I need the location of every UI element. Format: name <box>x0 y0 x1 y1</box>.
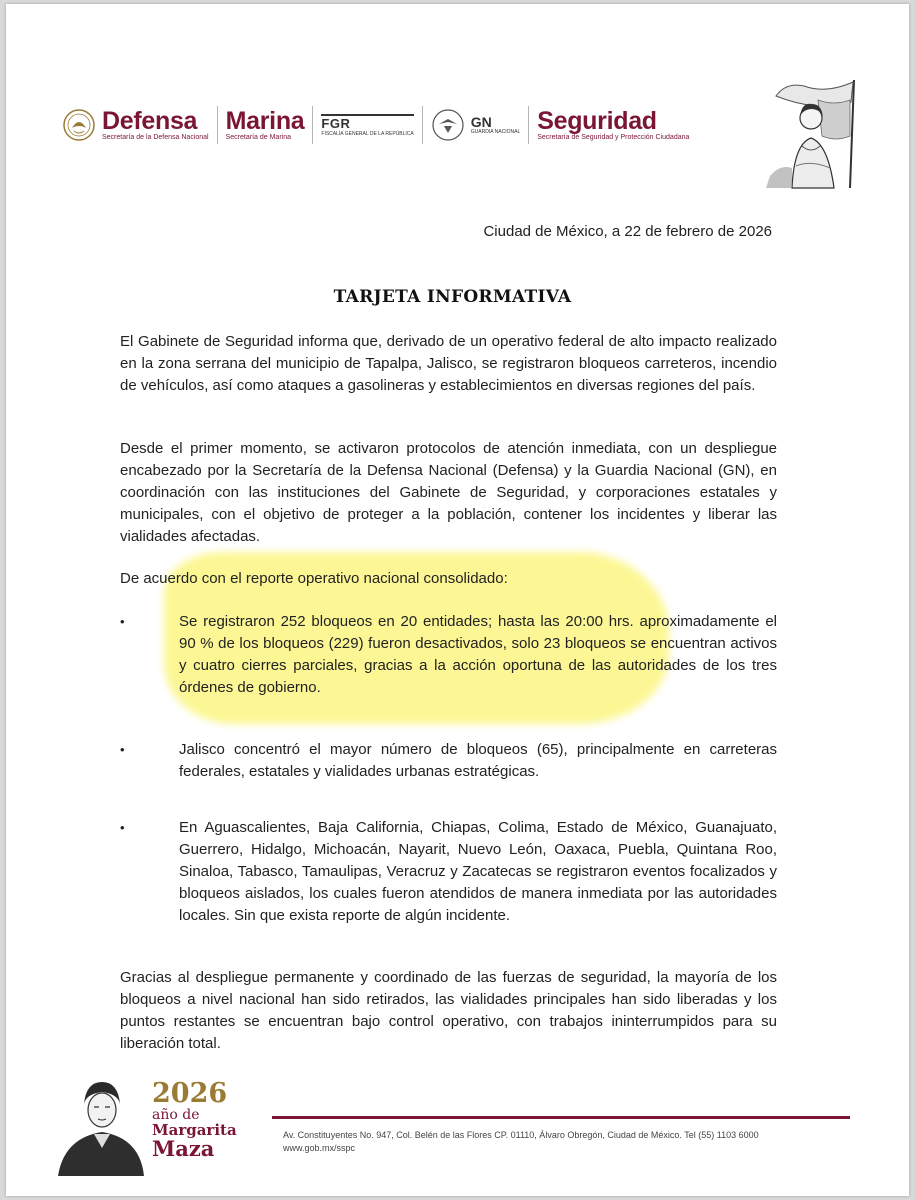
year-motto-line-3: Maza <box>152 1136 215 1161</box>
footer-address: Av. Constituyentes No. 947, Col. Belén de las Flores CP. 01110, Álvaro Obregón, Ciudad de México. Tel (55) 1103 6000 www.gob.mx/sspc <box>283 1130 759 1153</box>
bullet-symbol: • <box>120 820 125 835</box>
document-title: TARJETA INFORMATIVA <box>333 287 572 307</box>
bullet-item <box>120 611 777 699</box>
paragraph-4: Gracias al despliegue permanente y coordinado de las fuerzas de seguridad, la mayoría de los bloqueos a nivel nacional han sido retirados, las vialidades principales han sido liberadas y los puntos restantes se encuentran bajo control operativo, con trabajos ininterrumpidos para su liberación total. <box>120 969 777 1052</box>
logo-gn-subtitle: GUARDIA NACIONAL <box>470 129 521 135</box>
logo-gn <box>431 108 520 142</box>
logo-seguridad <box>537 108 689 142</box>
logo-defensa-subtitle: Secretaría de la Defensa Nacional <box>102 134 209 141</box>
logo-marina <box>226 108 305 142</box>
logo-seguridad-subtitle: Secretaría de Seguridad y Protección Ciudadana <box>537 134 690 141</box>
bullet-text: Se registraron 252 bloqueos en 20 entidades; hasta las 20:00 hrs. aproximadamente el 90 % de los bloqueos (229) fueron desactivados, solo 23 bloqueos se encuentran activos y cuatro cierres parciales, gracias a la acción oportuna de las autoridades de los tres órdenes de gobierno. <box>179 613 777 696</box>
institution-logos <box>62 102 689 148</box>
logo-seguridad-name: Seguridad <box>537 107 657 135</box>
logo-divider <box>217 106 218 144</box>
year-number: 2026 <box>152 1078 228 1109</box>
bullet-symbol: • <box>120 742 125 757</box>
logo-divider <box>528 106 529 144</box>
year-motto <box>152 1080 237 1160</box>
logo-fgr <box>321 114 413 137</box>
bullet-item <box>120 817 777 927</box>
logo-divider <box>312 106 313 144</box>
logo-marina-subtitle: Secretaría de Marina <box>225 134 291 141</box>
paragraph-2: Desde el primer momento, se activaron protocolos de atención inmediata, con un despliegue encabezado por la Secretaría de la Defensa Nacional (Defensa) y la Guardia Nacional (GN), en coordinación con las instituciones del Gabinete de Seguridad, y corporaciones estatales y municipales, con el objetivo de proteger a la población, contener los incidentes y liberar las vialidades afectadas. <box>120 440 777 545</box>
logo-fgr-name: FGR <box>321 114 413 131</box>
logo-divider <box>422 106 423 144</box>
logo-marina-name: Marina <box>225 107 305 135</box>
paragraph-3: De acuerdo con el reporte operativo nacional consolidado: <box>120 570 508 587</box>
bullet-symbol: • <box>120 614 125 629</box>
margarita-maza-portrait-icon <box>54 1074 146 1176</box>
bullet-text: En Aguascalientes, Baja California, Chiapas, Colima, Estado de México, Guanajuato, Guerrero, Hidalgo, Michoacán, Nayarit, Nuevo León, Oaxaca, Puebla, Quintana Roo, Sinaloa, Tabasco, Tamaulipas, Veracruz y Zacatecas se registraron eventos focalizados y bloqueos aislados, los cuales fueron atendidos de manera inmediata por las autoridades locales. Sin que exista reporte de algún incidente. <box>179 819 777 924</box>
year-motto-line-1: año de <box>152 1107 200 1123</box>
logo-defensa <box>62 108 209 142</box>
year-motto-line-2: Margarita <box>152 1121 237 1139</box>
logo-fgr-subtitle: FISCALÍA GENERAL DE LA REPÚBLICA <box>321 130 414 137</box>
gn-eagle-seal-icon <box>431 108 465 142</box>
bullet-item <box>120 739 777 783</box>
bullet-text: Jalisco concentró el mayor número de bloqueos (65), principalmente en carreteras federales, estatales y vialidades urbanas estratégicas. <box>179 741 777 780</box>
document-page <box>6 4 909 1196</box>
logo-defensa-name: Defensa <box>102 107 198 135</box>
footer-divider <box>272 1116 850 1119</box>
logo-gn-name: GN <box>470 114 492 130</box>
document-date: Ciudad de México, a 22 de febrero de 2026 <box>483 223 772 240</box>
paragraph-1: El Gabinete de Seguridad informa que, derivado de un operativo federal de alto impacto realizado en la zona serrana del municipio de Tapalpa, Jalisco, se registraron bloqueos carreteros, incendio de vehículos, así como ataques a gasolineras y establecimientos en diversas regiones del país. <box>120 333 777 394</box>
heroine-flag-illustration-icon <box>756 76 866 191</box>
mexico-eagle-seal-icon <box>62 108 96 142</box>
